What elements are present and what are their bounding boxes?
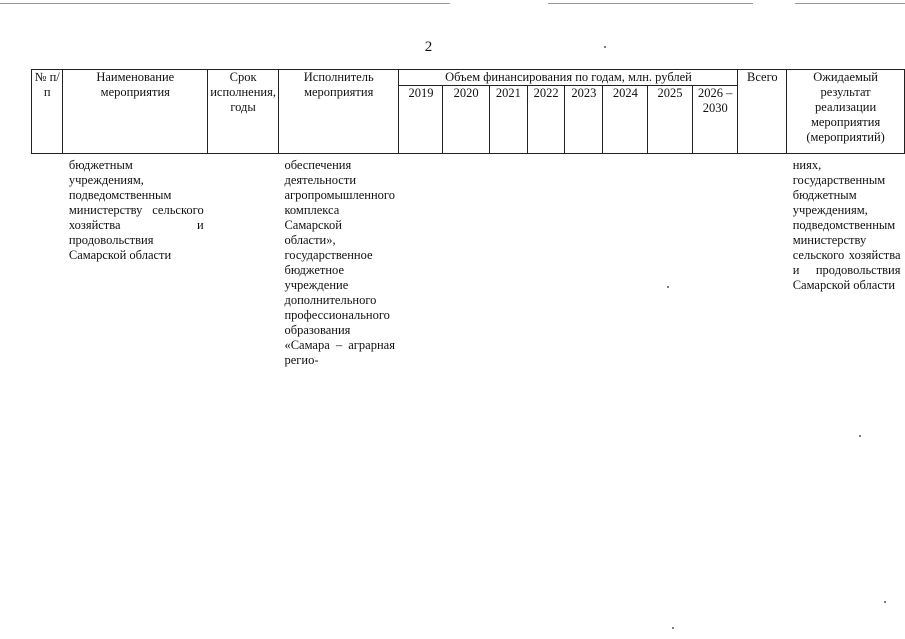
- scan-speck: [859, 435, 861, 437]
- scan-speck: [884, 601, 886, 603]
- scan-edge-line: [795, 3, 905, 4]
- scan-edge-line: [548, 3, 753, 4]
- header-total: Всего: [738, 70, 787, 154]
- table-row: [32, 154, 905, 369]
- row-name: бюджетным учреждениям, подведомственным министерству сельского хозяйства и продовольствия Самарской области: [68, 158, 204, 262]
- page-number: 2: [424, 39, 433, 55]
- header-name: Наименование мероприятия: [63, 70, 208, 154]
- header-term: Срок исполнения, годы: [208, 70, 279, 154]
- row-term: [208, 154, 279, 369]
- header-year: 2021: [489, 86, 527, 154]
- scan-speck: [672, 627, 674, 629]
- header-year: 2019: [399, 86, 443, 154]
- header-year: 2025: [648, 86, 693, 154]
- header-year: 2023: [565, 86, 603, 154]
- header-year: 2022: [527, 86, 564, 154]
- header-financing: Объем финансирования по годам, млн. рублей: [399, 70, 738, 86]
- scan-speck: [667, 286, 669, 288]
- header-result: Ожидаемый результат реализации мероприятия (мероприятий): [787, 70, 905, 154]
- row-executor: обеспечения деятельности агропромышленного комплекса Самарской области», государственное бюджетное учреждение дополнительного профессионального образования «Самара – аграрная регио-: [284, 158, 395, 367]
- financing-table: [31, 69, 905, 368]
- header-year: 2020: [443, 86, 489, 154]
- header-executor: Исполнитель мероприятия: [278, 70, 399, 154]
- row-result: ниях, государственным бюджетным учреждениям, подведомственным министерству сельского хозяйства и продовольствия Самарской области: [792, 158, 901, 292]
- header-year: 2026 – 2030: [692, 86, 738, 154]
- scan-speck: [604, 46, 606, 48]
- header-year: 2024: [603, 86, 648, 154]
- header-row: [32, 70, 905, 86]
- row-financing-blank: [399, 154, 787, 369]
- row-number: [32, 154, 63, 369]
- header-number: № п/п: [32, 70, 63, 154]
- scan-edge-line: [0, 3, 450, 4]
